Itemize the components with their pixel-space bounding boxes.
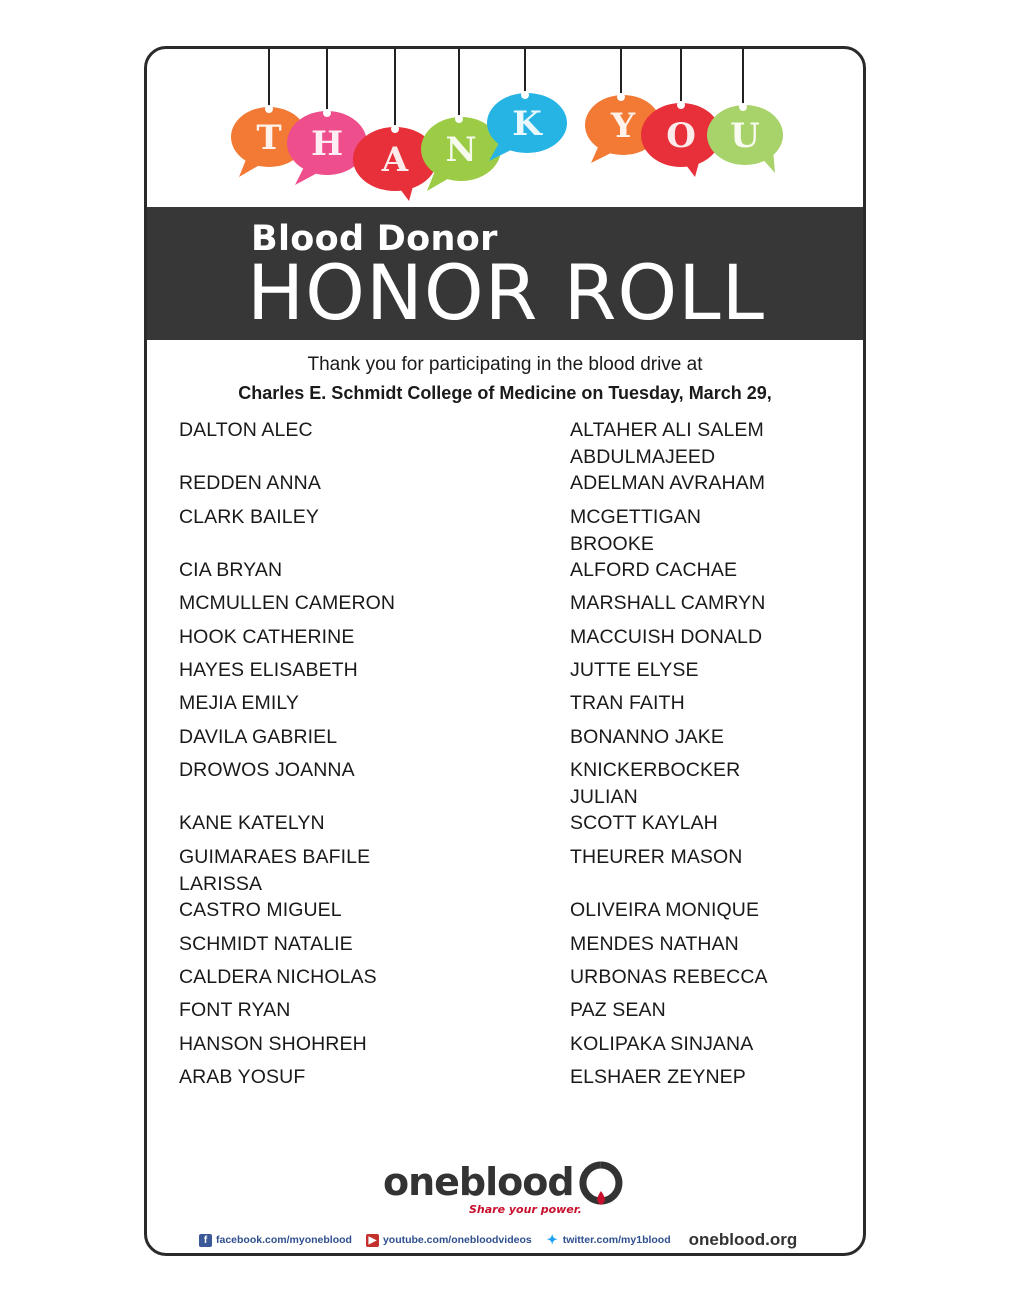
- thank-you-banner: [147, 49, 863, 209]
- bubble-letter: A: [381, 140, 409, 180]
- donor-name: KOLIPAKA SINJANA: [570, 1033, 754, 1055]
- donor-name: CIA BRYAN: [179, 559, 283, 581]
- intro-text: [147, 351, 863, 407]
- facebook-link[interactable]: [199, 1234, 352, 1247]
- bubble-letter: U: [730, 116, 760, 156]
- donor-name: CALDERA NICHOLAS: [179, 966, 377, 988]
- donor-name: DALTON ALEC: [179, 419, 313, 441]
- donor-name: ADELMAN AVRAHAM: [570, 472, 766, 494]
- donor-name: ALTAHER ALI SALEM ABDULMAJEED: [570, 419, 764, 468]
- donor-name: DAVILA GABRIEL: [179, 726, 338, 748]
- donor-name: HANSON SHOHREH: [179, 1033, 367, 1055]
- donor-name: REDDEN ANNA: [179, 472, 321, 494]
- facebook-icon: f: [199, 1234, 212, 1247]
- twitter-url: twitter.com/my1blood: [562, 1234, 671, 1246]
- donor-name: MEJIA EMILY: [179, 692, 299, 714]
- facebook-url: facebook.com/myoneblood: [216, 1234, 352, 1246]
- donor-name: KNICKERBOCKER JULIAN: [570, 759, 741, 808]
- donor-name: JUTTE ELYSE: [570, 659, 699, 681]
- donor-name: HOOK CATHERINE: [179, 626, 355, 648]
- donor-name: URBONAS REBECCA: [570, 966, 768, 988]
- oneblood-logo: [383, 1159, 633, 1219]
- blood-drop-ring-icon: [579, 1161, 623, 1211]
- header-subtitle: Blood Donor: [251, 219, 498, 259]
- donor-name: MCMULLEN CAMERON: [179, 592, 396, 614]
- header-title: HONOR ROLL: [247, 248, 765, 337]
- donor-name: SCOTT KAYLAH: [570, 812, 718, 834]
- donor-name: MENDES NATHAN: [570, 933, 739, 955]
- twitter-icon: ✦: [546, 1232, 558, 1247]
- youtube-link[interactable]: [366, 1234, 532, 1247]
- donor-name: MACCUISH DONALD: [570, 626, 763, 648]
- donor-name: BONANNO JAKE: [570, 726, 724, 748]
- donor-name: ELSHAER ZEYNEP: [570, 1066, 746, 1088]
- intro-line-2: Charles E. Schmidt College of Medicine on Tuesday, March 29,: [238, 383, 772, 403]
- donor-name: ARAB YOSUF: [179, 1066, 306, 1088]
- bubble-u: [707, 103, 783, 173]
- donor-name: GUIMARAES BAFILE LARISSA: [179, 846, 371, 895]
- bubble-letter: T: [256, 118, 282, 158]
- honor-roll-poster: [144, 46, 866, 1256]
- social-links: [199, 1229, 839, 1251]
- donor-name: PAZ SEAN: [570, 999, 666, 1021]
- logo-wordmark: oneblood: [383, 1160, 574, 1204]
- donor-name: CASTRO MIGUEL: [179, 899, 342, 921]
- header-band: [147, 207, 863, 340]
- bubble-letter: H: [310, 124, 344, 164]
- bubble-letter: O: [666, 116, 696, 156]
- donor-name: TRAN FAITH: [570, 692, 685, 714]
- donor-name: KANE KATELYN: [179, 812, 325, 834]
- thank-you-bubbles: [147, 49, 863, 209]
- bubble-letter: Y: [610, 106, 636, 146]
- bubble-h: [287, 109, 367, 185]
- youtube-url: youtube.com/onebloodvideos: [382, 1234, 532, 1246]
- donor-name: THEURER MASON: [570, 846, 743, 868]
- donor-name: ALFORD CACHAE: [570, 559, 738, 581]
- donor-name: CLARK BAILEY: [179, 506, 319, 528]
- twitter-link[interactable]: [546, 1234, 671, 1247]
- donor-name: MARSHALL CAMRYN: [570, 592, 766, 614]
- intro-line-1: Thank you for participating in the blood drive at: [307, 354, 703, 375]
- logo-tagline: Share your power.: [469, 1203, 582, 1216]
- donor-name: FONT RYAN: [179, 999, 291, 1021]
- donor-name: HAYES ELISABETH: [179, 659, 358, 681]
- donor-name: MCGETTIGAN BROOKE: [570, 506, 701, 555]
- youtube-icon: ▶: [366, 1234, 379, 1247]
- website-link[interactable]: oneblood.org: [688, 1230, 798, 1249]
- donor-name: DROWOS JOANNA: [179, 759, 355, 781]
- donor-name: SCHMIDT NATALIE: [179, 933, 353, 955]
- bubble-letter: N: [445, 130, 477, 170]
- donor-name: OLIVEIRA MONIQUE: [570, 899, 760, 921]
- bubble-letter: K: [512, 104, 542, 144]
- bubble-k: [487, 91, 567, 161]
